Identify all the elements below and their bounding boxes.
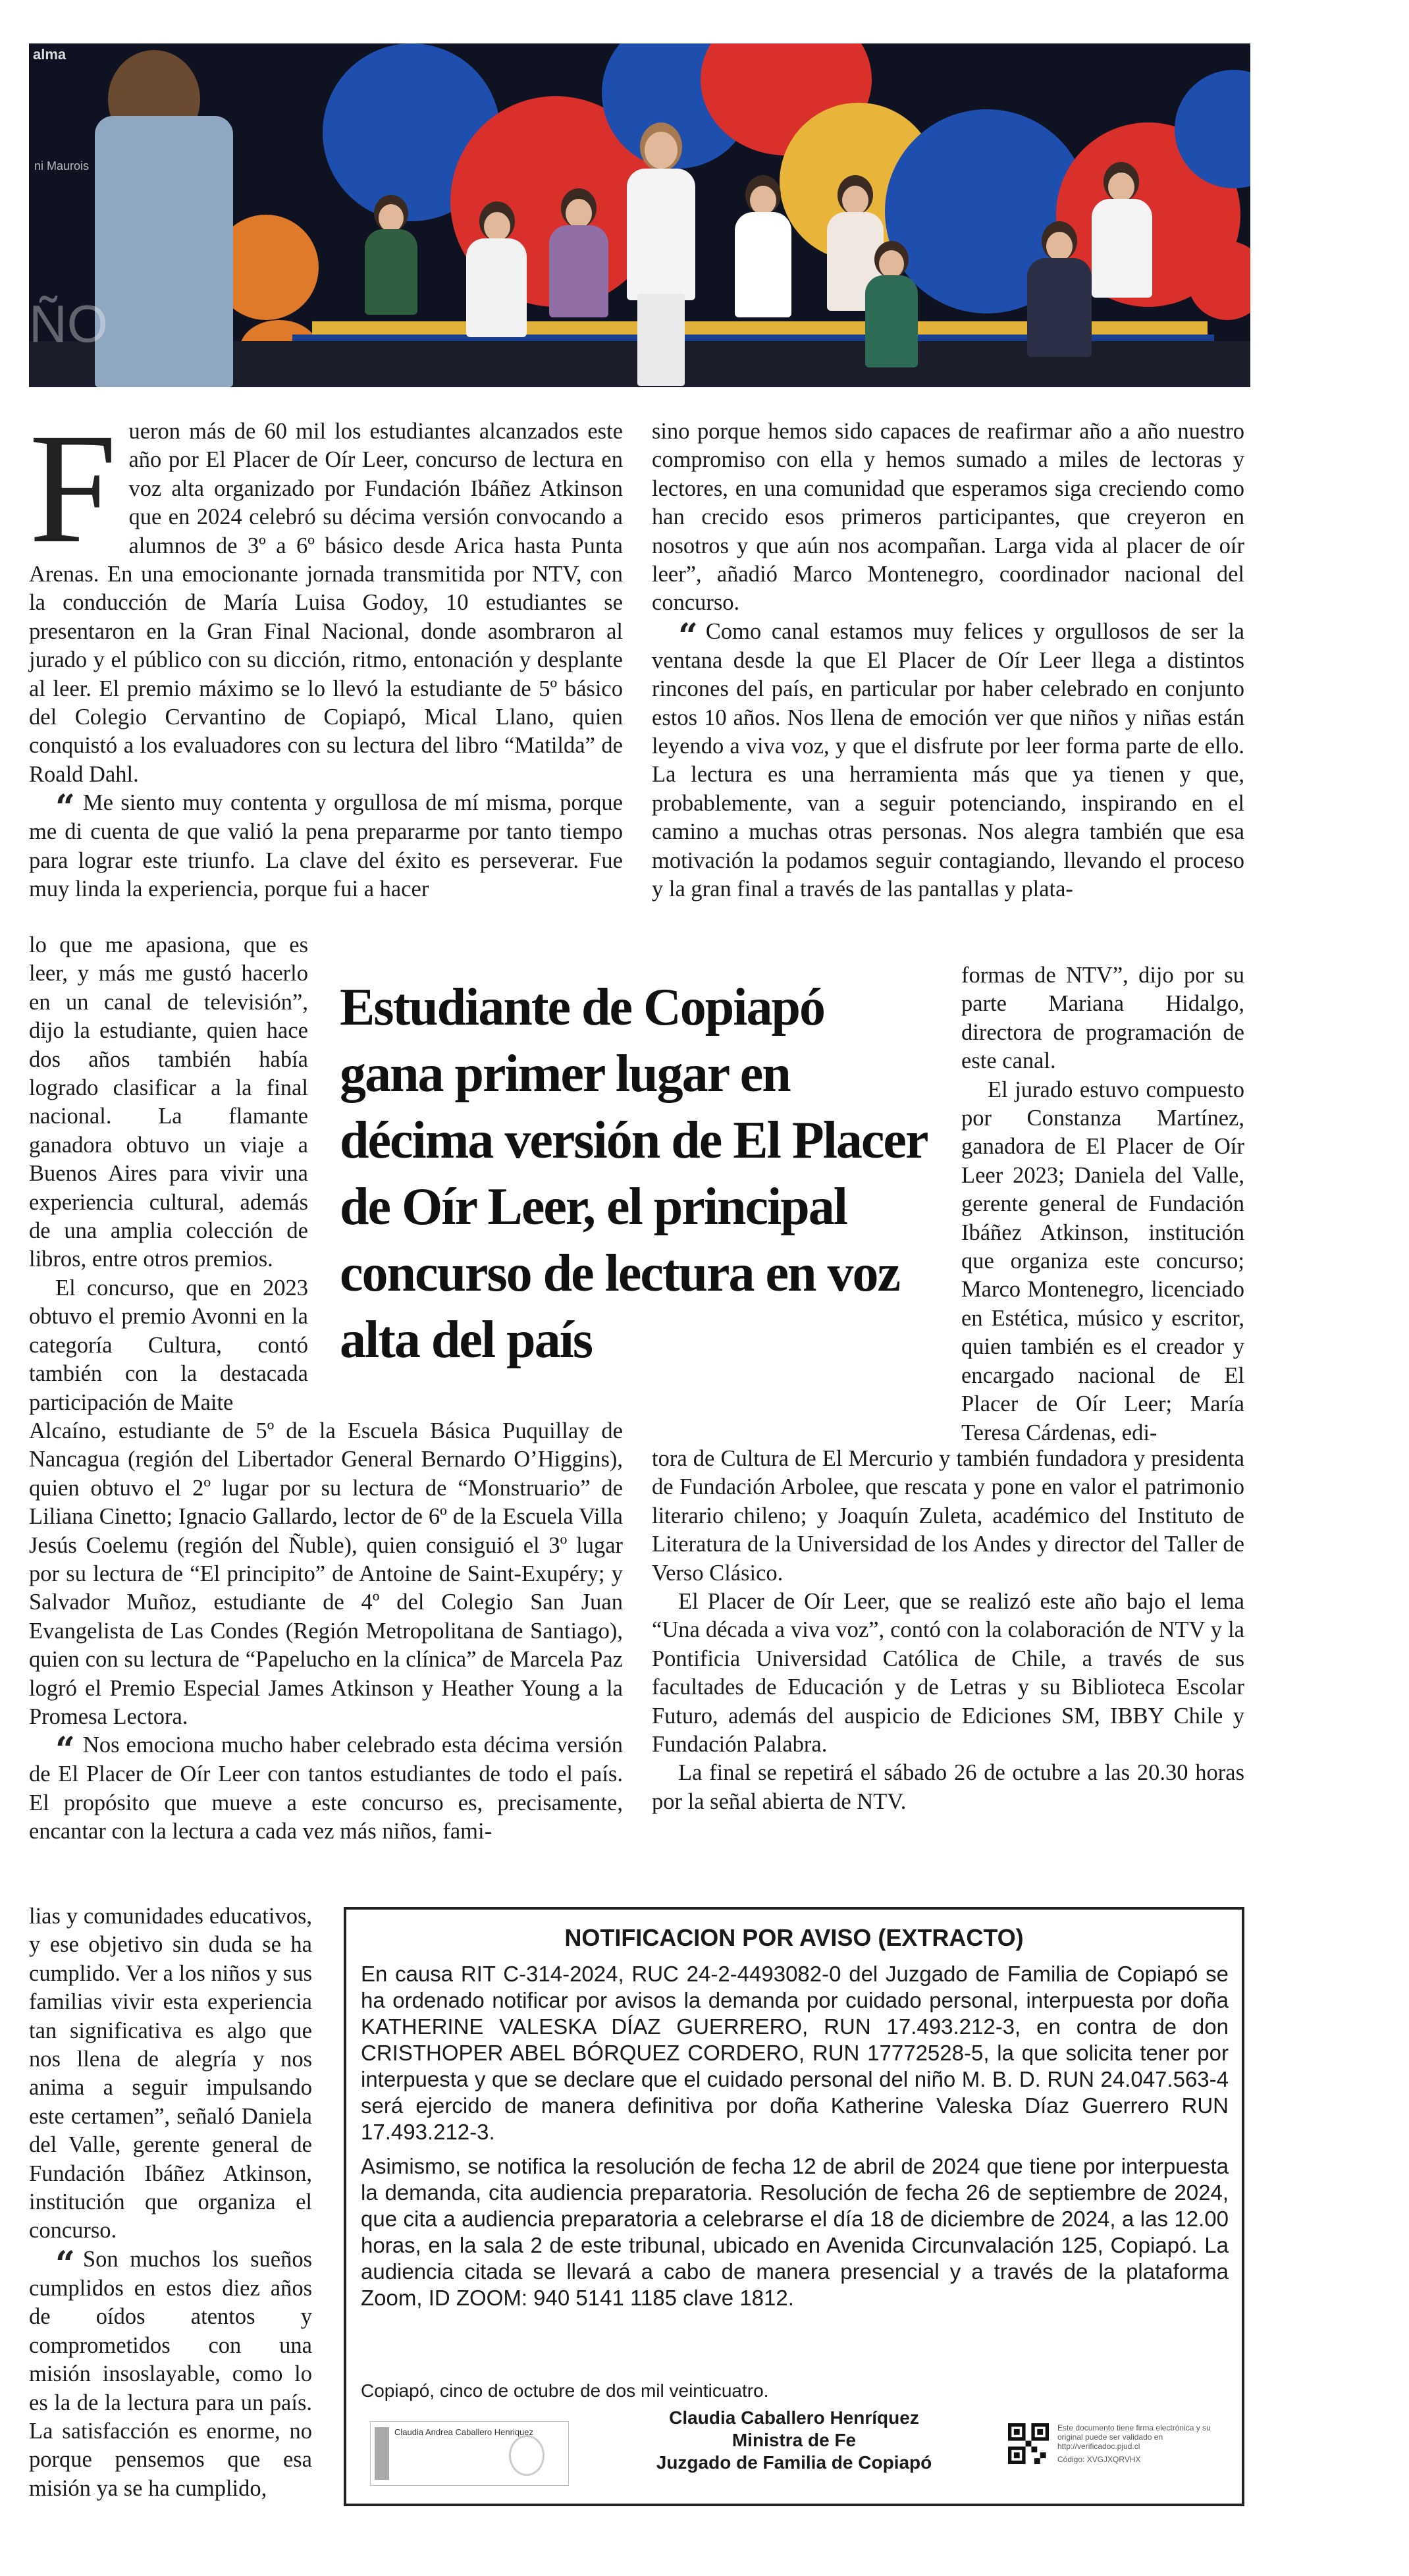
article-column-right-top bbox=[652, 417, 1244, 904]
article-paragraph: Como canal estamos muy felices y orgullosos de ser la ventana desde la que El Placer de Oír Leer llega a distintos rincones del país, en particular por haber celebrado en conjunto estos 10 años. Nos llena de emoción ver que niños y niñas están leyendo a viva voz, y que el disfrute por leer forma parte de ello. La lectura es una herramienta más que ya tienen y que, probablemente, van a seguir potenciando, inspirando en el camino a muchas otras personas. Nos alegra también que esa motivación la podamos seguir contagiando, llevando el proceso y la gran final a través de las pantallas y plata- bbox=[652, 618, 1244, 902]
article-paragraph: Alcaíno, estudiante de 5º de la Escuela Básica Puquillay de Nancagua (región del Libertador General Bernardo O’Higgins), quien obtuvo el 2º lugar por su lectura de “Monstruario” de Liliana Cinetto; Ignacio Gallardo, lector de 6º de la Escuela Villa Jesús Coelemu (región del Ñuble), quien consiguió el 3º lugar por su lectura de “El principito” de Antoine de Saint-Exupéry; y Salvador Muñoz, estudiante de 4º del Colegio San Juan Evangelista de Las Condes (Región Metropolitana de Santiago), quien con su lectura de “Papelucho en la clínica” de Marcela Paz logró el Premio Especial James Atkinson y Heather Young a la Promesa Lectora. bbox=[29, 1418, 623, 1730]
article-paragraph: La final se repetirá el sábado 26 de octubre a las 20.30 horas por la señal abierta de NTV. bbox=[652, 1760, 1244, 1814]
article-paragraph: El jurado estuvo compuesto por Constanza Martínez, ganadora de El Placer de Oír Leer 2023; Daniela del Valle, gerente general de Fundación Ibáñez Atkinson, institución que organiza este concurso; Marco Montenegro, licenciado en Estética, músico y escritor, quien también es el creador y encargado nacional de El Placer de Oír Leer; María Teresa Cárdenas, edi- bbox=[961, 1077, 1244, 1445]
notice-paragraph: En causa RIT C-314-2024, RUC 24-2-4493082-0 del Juzgado de Familia de Copiapó se ha ordenado notificar por avisos la demanda por cuidado personal, interpuesta por doña KATHERINE VALESKA DÍAZ GUERRERO, RUN 17.493.212-3, en contra de don CRISTHOPER ABEL BÓRQUEZ CORDERO, RUN 17772528-5, la que solicita tener por interpuesta y que se declare que el cuidado personal del niño M. B. D. RUN 24.047.563-4 será ejercido de manera definitiva por doña Katherine Valeska Díaz Guerrero RUN 17.493.212-3. bbox=[361, 1962, 1229, 2144]
lock-icon bbox=[509, 2435, 545, 2476]
drop-cap: F bbox=[29, 400, 117, 576]
article-paragraph: lo que me apasiona, que es leer, y más me gustó hacerlo en un canal de televisión”, dijo la estudiante, quien hace dos años también había logrado clasificar a la final nacional. La flamante ganadora obtuvo un viaje a Buenos Aires para vivir una experiencia cultural, además de una amplia colección de libros, entre otros premios. bbox=[29, 932, 308, 1272]
article-column-right-narrow bbox=[961, 961, 1244, 1447]
article-paragraph: Son muchos los sueños cumplidos en estos diez años de oídos atentos y comprometidos con una misión insoslayable, como lo es la de la lectura para un país. La satisfacción es enorme, no porque pensemos que esa misión ya se ha cumplido, bbox=[29, 2246, 312, 2501]
article-paragraph: lias y comunidades educativos, y ese objetivo sin duda se ha cumplido. Ver a los niños y sus familias vivir esta experiencia tan significativa es algo que nos llena de alegría y nos anima a seguir impulsando este certamen”, señaló Daniela del Valle, gerente general de Fundación Ibáñez Atkinson, institución que organiza el concurso. bbox=[29, 1904, 312, 2243]
article-paragraph: formas de NTV”, dijo por su parte Mariana Hidalgo, directora de programación de este canal. bbox=[961, 963, 1244, 1074]
article-column-left-bottom bbox=[29, 1902, 312, 2503]
article-paragraph: Nos emociona mucho haber celebrado esta décima versión de El Placer de Oír Leer con tantos estudiantes de todo el país. El propósito que mueve a este concurso es, precisamente, encantar con la lectura a cada vez más niños, fami- bbox=[29, 1732, 623, 1844]
electronic-signature-stamp bbox=[370, 2421, 569, 2486]
quote-mark-icon: “ bbox=[678, 616, 698, 657]
article-paragraph: tora de Cultura de El Mercurio y también fundadora y presidenta de Fundación Arbolee, que rescata y pone en valor el patrimonio literario chileno; y Joaquín Zuleta, académico del Instituto de Literatura de la Universidad de los Andes y director del Taller de Verso Clásico. bbox=[652, 1446, 1244, 1586]
notice-paragraph: Asimismo, se notifica la resolución de fecha 12 de abril de 2024 que tiene por interpuesta la demanda, cita audiencia preparatoria. Resolución de fecha 26 de septiembre de 2024, que cita a audiencia preparatoria a celebrarse el día 18 de diciembre de 2024, a las 12.00 horas, en la sala 2 de este tribunal, ubicado en Avenida Circunvalación 125, Copiapó. La audiencia citada se llevará a cabo de manera presencial y a través de la plataforma Zoom, ID ZOOM: 940 5141 1185 clave 1812. bbox=[361, 2154, 1229, 2310]
article-column-left-narrow bbox=[29, 931, 308, 1417]
article-photo bbox=[29, 43, 1250, 387]
photo-side-text: ni Maurois bbox=[34, 159, 90, 173]
esign-name: Claudia Andrea Caballero Henriquez bbox=[394, 2427, 534, 2437]
article-paragraph: sino porque hemos sido capaces de reafirmar año a año nuestro compromiso con ella y hemos sumado a miles de lectoras y lectores, en una comunidad que esperamos siga creciendo como han crecido esos primeros participantes, que creyeron en nosotros y que aún nos acompañan. Larga vida al placer de oír leer”, añadió Marco Montenegro, coordinador nacional del concurso. bbox=[652, 419, 1244, 616]
verify-code: Código: XVGJXQRVHX bbox=[1057, 2455, 1141, 2464]
signer-court: Juzgado de Familia de Copiapó bbox=[656, 2452, 932, 2473]
article-paragraph: Me siento muy contenta y orgullosa de mí misma, porque me di cuenta de que valió la pena prepararme por tanto tiempo para lograr este triunfo. La clave del éxito es perseverar. Fue muy linda la experiencia, porque fui a hacer bbox=[29, 790, 623, 902]
article-paragraph: El Placer de Oír Leer, que se realizó este año bajo el lema “Una década a viva voz”, contó con la colaboración de NTV y la Pontificia Universidad Católica de Chile, a través de sus facultades de Educación y de Letras y su Biblioteca Escolar Futuro, además del auspicio de Ediciones SM, IBBY Chile y Fundación Palabra. bbox=[652, 1589, 1244, 1758]
article-paragraph: ueron más de 60 mil los estudiantes alcanzados este año por El Placer de Oír Leer, concurso de lectura en voz alta organizado por Fundación Ibáñez Atkinson que en 2024 celebró su décima versión convocando a alumnos de 3º a 6º básico desde Arica hasta Punta Arenas. En una emocionante jornada transmitida por NTV, con la conducción de María Luisa Godoy, 10 estudiantes se presentaron en la Gran Final Nacional, donde asombraron al jurado y el público con su dicción, ritmo, entonación y desplante al leer. El premio máximo se lo llevó la estudiante de 5º básico del Colegio Cervantino de Copiapó, Mical Llano, quien conquistó a los evaluadores con su lectura del libro “Matilda” de Roald Dahl. bbox=[29, 419, 623, 787]
notice-signature bbox=[610, 2407, 978, 2474]
signer-name: Claudia Caballero Henríquez bbox=[669, 2407, 919, 2428]
photo-logo-text: alma bbox=[33, 46, 66, 63]
verify-note: Este documento tiene firma electrónica y su original puede ser validado en http://verificadoc.pjud.cl bbox=[1057, 2423, 1211, 2451]
quote-mark-icon: “ bbox=[55, 788, 75, 828]
photo-big-text: ÑO bbox=[29, 294, 108, 353]
article-paragraph: El concurso, que en 2023 obtuvo el premio Avonni en la categoría Cultura, contó también con la destacada participación de Maite bbox=[29, 1275, 308, 1415]
article-column-left-mid bbox=[29, 1417, 623, 1846]
article-headline: Estudiante de Copiapó gana primer lugar en décima versión de El Placer de Oír Leer, el principal concurso de lectura en voz alta del país bbox=[340, 979, 926, 1369]
verify-text bbox=[1057, 2423, 1222, 2464]
notice-title: NOTIFICACION POR AVISO (EXTRACTO) bbox=[564, 1924, 1024, 1951]
notice-date: Copiapó, cinco de octubre de dos mil veinticuatro. bbox=[361, 2380, 769, 2401]
signer-role: Ministra de Fe bbox=[731, 2430, 857, 2450]
article-column-left-top bbox=[29, 400, 623, 904]
quote-mark-icon: “ bbox=[55, 1730, 75, 1771]
legal-notice-box bbox=[344, 1907, 1244, 2506]
qr-code-icon bbox=[1008, 2423, 1049, 2464]
quote-mark-icon: “ bbox=[55, 2243, 75, 2284]
article-column-right-bottom bbox=[652, 1445, 1244, 1816]
